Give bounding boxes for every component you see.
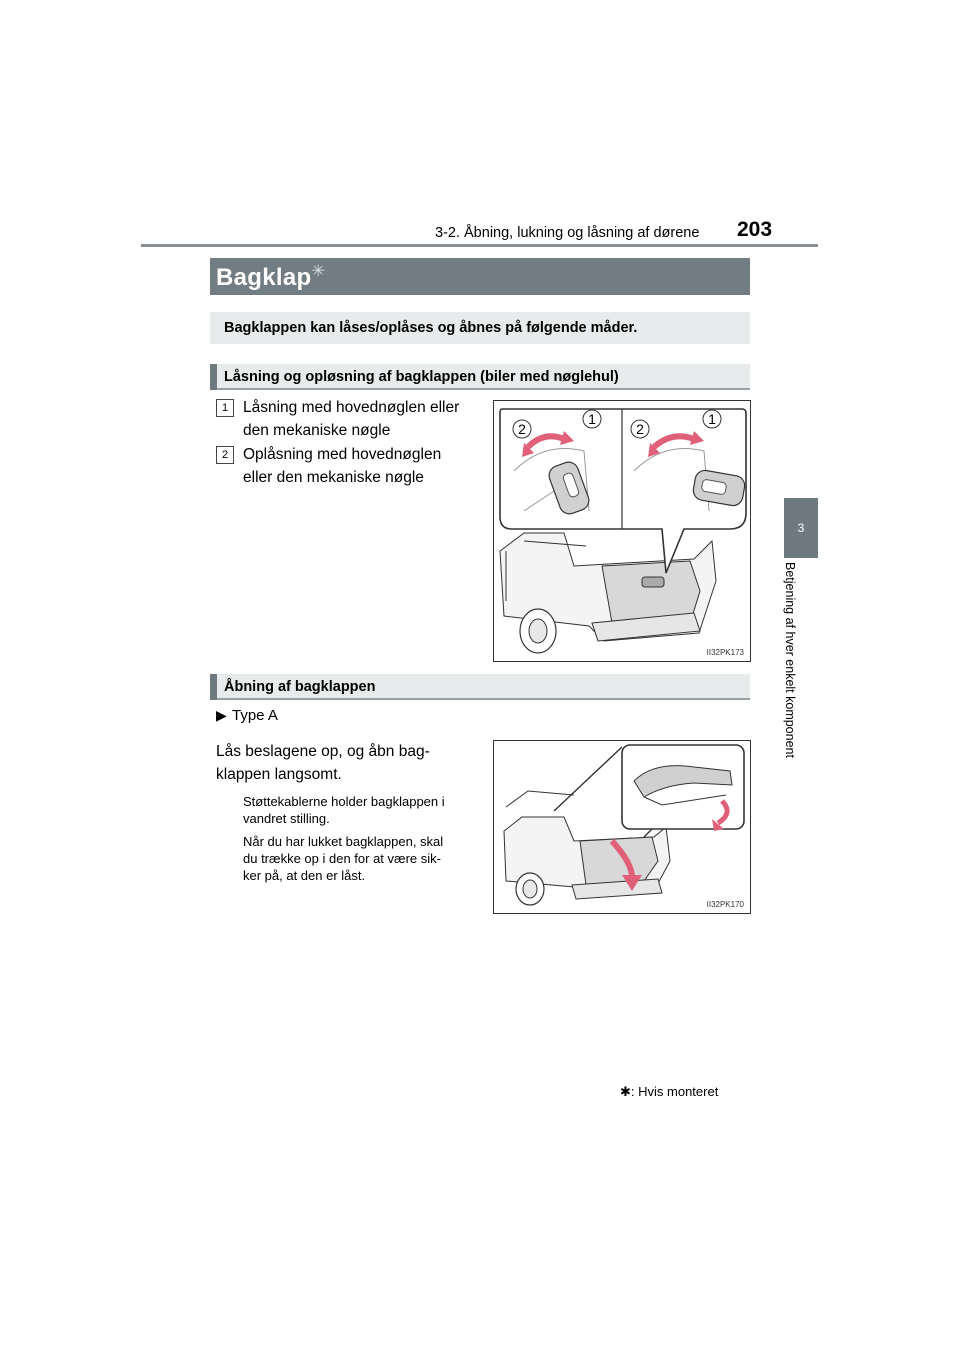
chapter-side-label (781, 562, 801, 802)
title-text: Bagklap (216, 264, 312, 291)
header-divider (141, 244, 818, 247)
title-star-icon: ✳ (311, 263, 326, 280)
figure-code: II32PK170 (706, 900, 744, 909)
section1-heading: Låsning og opløsning af bagklappen (biler med nøglehul) (224, 369, 619, 385)
step-1-line1: Låsning med hovednøglen eller (243, 399, 460, 416)
section2-heading: Åbning af bagklappen (224, 679, 376, 695)
figure-key-lock (493, 400, 751, 662)
footnote (620, 1084, 718, 1100)
tailgate-illustration (494, 741, 750, 913)
key-lock-illustration (494, 401, 750, 661)
intro-text: Bagklappen kan låses/oplåses og åbnes på følgende måder. (224, 320, 638, 336)
section1-heading-marker (210, 364, 217, 390)
figure-tailgate-open (493, 740, 751, 914)
chapter-title: Betjening af hver enkelt komponent (783, 562, 797, 758)
footnote-text: : Hvis monteret (630, 1084, 719, 1099)
section2-text-line2: klappen langsomt. (216, 766, 342, 783)
section-header: 3-2. Åbning, lukning og låsning af dørene (435, 225, 700, 241)
step-number-1: 1 (216, 399, 234, 417)
callout-2-right: 2 (636, 421, 644, 437)
footnote-star-icon: ✱ (620, 1084, 631, 1099)
callout-2-left: 2 (518, 421, 526, 437)
note2-line1: Når du har lukket bagklappen, skal (243, 834, 444, 849)
chapter-tab: 3 (784, 498, 818, 558)
callout-1-left: 1 (588, 411, 596, 427)
step-2-line1: Oplåsning med hovednøglen (243, 446, 442, 463)
step-2-line2: eller den mekaniske nøgle (243, 469, 424, 486)
note1-line2: vandret stilling. (243, 811, 330, 826)
note1-line1: Støttekablerne holder bagklappen i (243, 794, 445, 809)
step-number-2: 2 (216, 446, 234, 464)
note2-line2: du trække op i den for at være sik- (243, 851, 441, 866)
section2-heading-marker (210, 674, 217, 700)
callout-1-right: 1 (708, 411, 716, 427)
triangle-bullet-icon: ▶ (216, 707, 227, 723)
page-title (216, 261, 325, 292)
step-1-line2: den mekaniske nøgle (243, 422, 391, 439)
note2-line3: ker på, at den er låst. (243, 868, 366, 883)
section2-text-line1: Lås beslagene op, og åbn bag- (216, 743, 430, 760)
page-number: 203 (737, 218, 773, 241)
figure-code: II32PK173 (706, 648, 744, 657)
type-label: Type A (232, 707, 278, 724)
